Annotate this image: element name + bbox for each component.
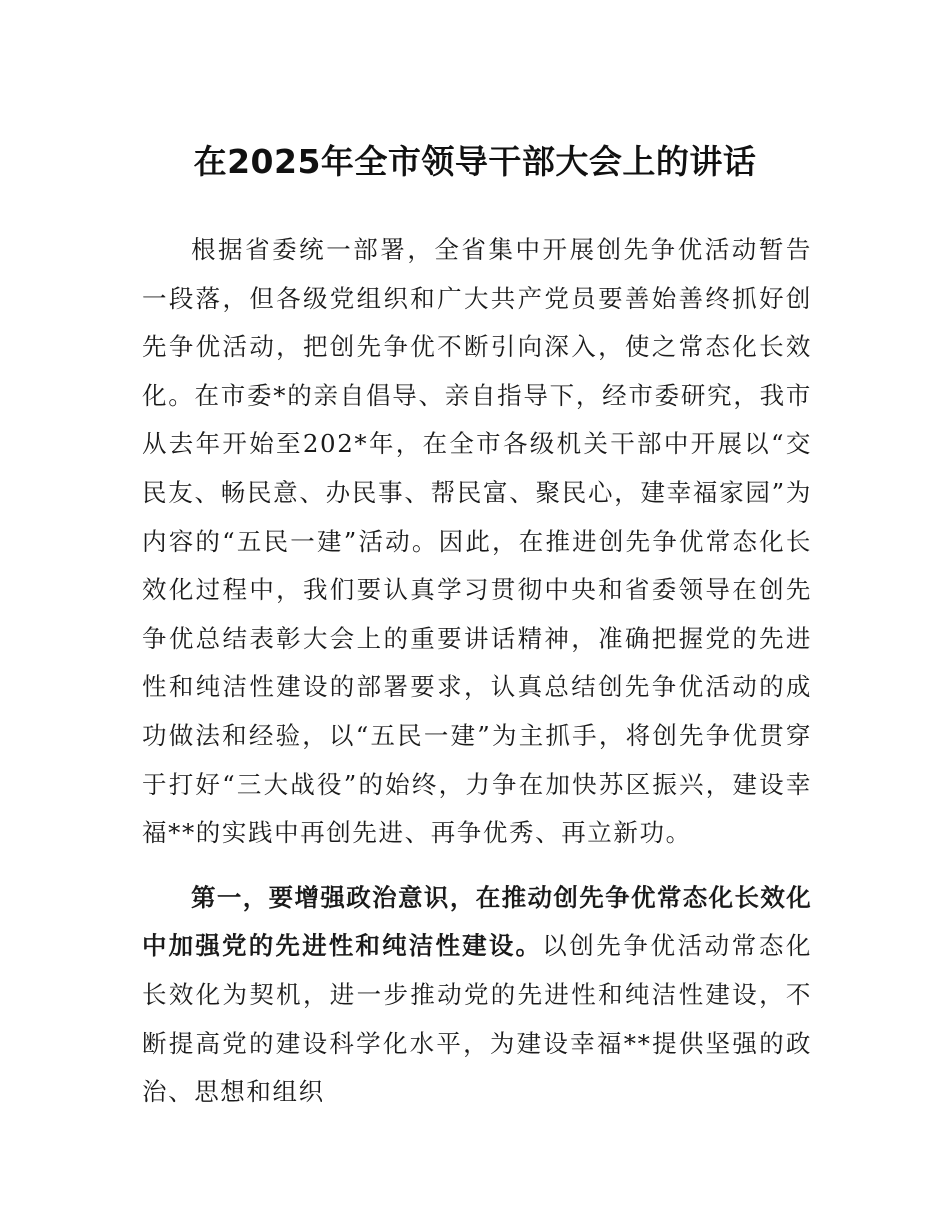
document-body (142, 226, 812, 1117)
document-title: 在2025年全市领导干部大会上的讲话 (193, 142, 757, 182)
first-point-text: 以创先争优活动常态化长效化为契机，进一步推动党的先进性和纯洁性建设，不断提高党的建设科学化水平，为建设幸福**提供坚强的政治、思想和组织 (142, 931, 812, 1107)
paragraph-first-point (142, 874, 812, 1117)
first-point-heading: 第一，要增强政治意识，在推动创先争优常态化长效化中加强党的先进性和纯洁性建设。 (142, 882, 812, 961)
paragraph-intro: 根据省委统一部署，全省集中开展创先争优活动暂告一段落，但各级党组织和广大共产党员要善始善终抓好创先争优活动，把创先争优不断引向深入，使之常态化长效化。在市委*的亲自倡导、亲自指导下，经市委研究，我市从去年开始至202*年，在全市各级机关干部中开展以“交民友、畅民意、办民事、帮民富、聚民心，建幸福家园”为内容的“五民一建”活动。因此，在推进创先争优常态化长效化过程中，我们要认真学习贯彻中央和省委领导在创先争优总结表彰大会上的重要讲话精神，准确把握党的先进性和纯洁性建设的部署要求，认真总结创先争优活动的成功做法和经验，以“五民一建”为主抓手，将创先争优贯穿于打好“三大战役”的始终，力争在加快苏区振兴，建设幸福**的实践中再创先进、再争优秀、再立新功。 (142, 235, 812, 848)
